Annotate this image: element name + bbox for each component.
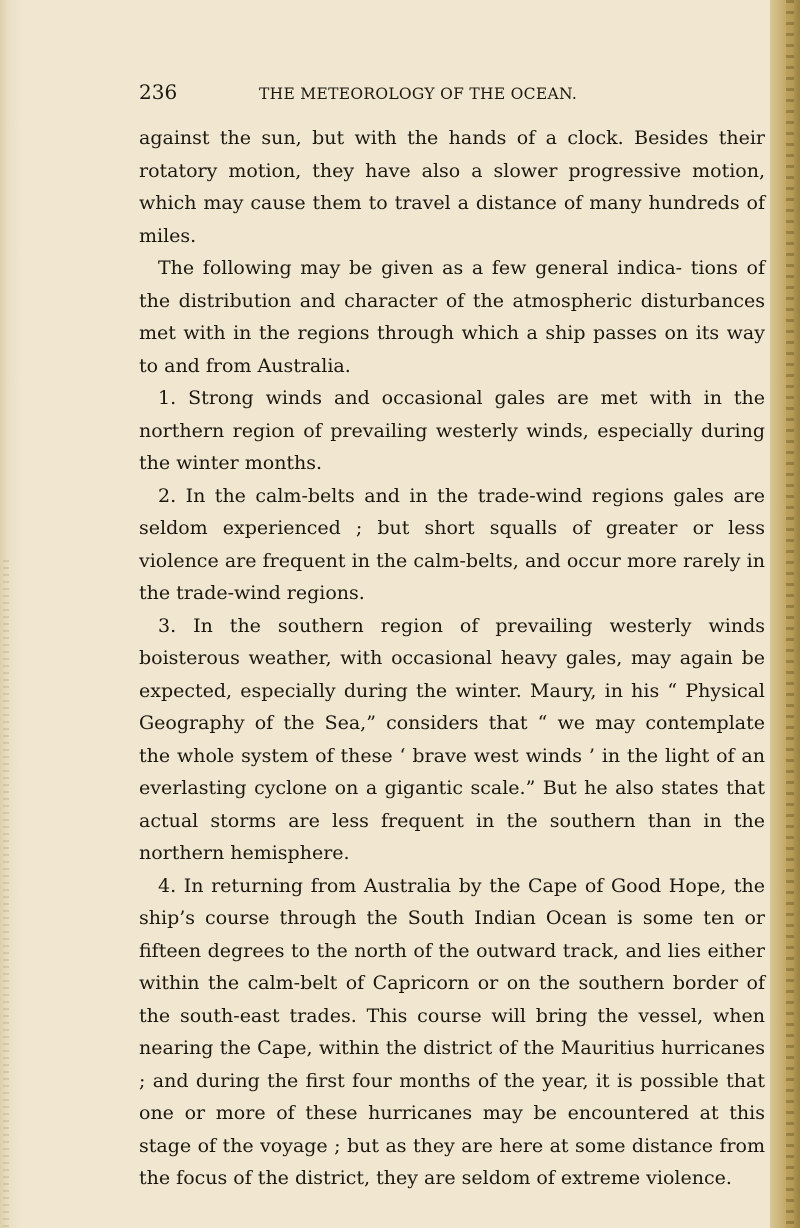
page-edge-binding [770,0,800,1228]
paragraph-introduction: The following may be given as a few general indica- tions of the distribution and character of the atmospheric disturbances met with in the regions through which a ship passes on its way to and from Australia. [139,257,765,377]
paragraph-item-2: 2. In the calm-belts and in the trade-wind regions gales are seldom experienced ; but short squalls of greater or less violence are frequent in the calm-belts, and occur more rarely in the trade-wind regions. [139,484,765,604]
page-gutter-shadow [0,0,22,1228]
text-block [139,80,765,1195]
paragraph-item-3: 3. In the southern region of prevailing westerly winds boisterous weather, with occasional heavy gales, may again be expected, especially during the winter. Maury, in his “ Physical Geography of the Sea,” considers that “ we may contemplate the whole system of these ‘ brave west winds ’ in the light of an everlasting cyclone on a gigantic scale.” But he also states that actual storms are less frequent in the southern than in the northern hemisphere. [139,614,765,864]
page-number: 236 [139,80,178,104]
paragraph-item-1: 1. Strong winds and occasional gales are met with in the northern region of prevailing westerly winds, especially during the winter months. [139,387,765,474]
running-title: THE METEOROLOGY OF THE OCEAN. [259,85,578,103]
paragraph-item-4: 4. In returning from Australia by the Cape of Good Hope, the ship’s course through the South Indian Ocean is some ten or fifteen degrees to the north of the outward track, and lies either within the calm-belt of Capricorn or on the southern border of the south-east trades. This course will bring the vessel, when nearing the Cape, within the district of the Mauritius hurricanes ; and during the first four months of the year, it is possible that one or more of these hurricanes may be encountered at this stage of the voyage ; but as they are here at some distance from the focus of the district, they are seldom of extreme violence. [139,874,765,1189]
paragraph-continuation: against the sun, but with the hands of a clock. Besides their rotatory motion, they have also a slower progressive motion, which may cause them to travel a distance of many hundreds of miles. [139,127,765,247]
body-text [139,122,765,1195]
running-head [139,80,765,122]
